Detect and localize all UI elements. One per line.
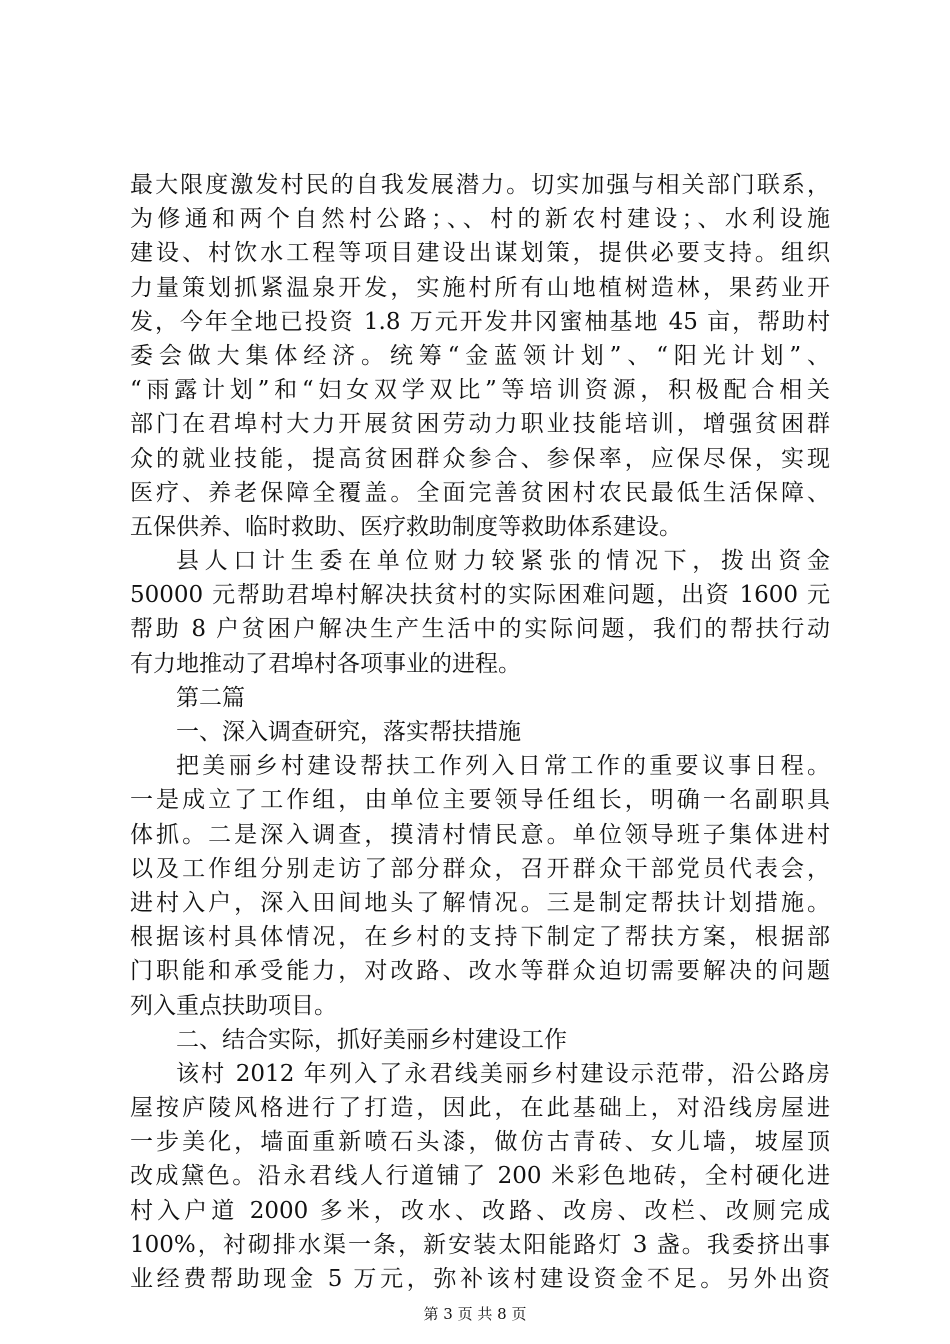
text-line: 100%，衬砌排水渠一条，新安装太阳能路灯 3 盏。我委挤出事 (130, 1231, 830, 1258)
text-line: 村入户道 2000 多米，改水、改路、改房、改栏、改厕完成 (130, 1197, 830, 1224)
text-line: 门职能和承受能力，对改路、改水等群众迫切需要解决的问题 (130, 958, 830, 985)
document-body (130, 168, 830, 1296)
text-line: 一是成立了工作组，由单位主要领导任组长，明确一名副职具 (130, 787, 830, 814)
text-line: 50000 元帮助君埠村解决扶贫村的实际困难问题，出资 1600 元 (130, 582, 830, 609)
text-line: 业经费帮助现金 5 万元，弥补该村建设资金不足。另外出资 (130, 1266, 830, 1292)
text-line: 体抓。二是深入调查，摸清村情民意。单位领导班子集体进村 (130, 821, 830, 848)
subsection-heading: 二、结合实际，抓好美丽乡村建设工作 (176, 1026, 567, 1053)
text-line: 部门在君埠村大力开展贫困劳动力职业技能培训，增强贫困群 (130, 411, 830, 438)
text-line: 列入重点扶助项目。 (130, 992, 337, 1019)
text-line: 该村 2012 年列入了永君线美丽乡村建设示范带，沿公路房 (176, 1060, 830, 1087)
text-line: 一步美化，墙面重新喷石头漆，做仿古青砖、女儿墙，坡屋顶 (130, 1129, 830, 1156)
text-line: 为修通和两个自然村公路；、、村的新农村建设；、水利设施 (130, 206, 830, 233)
section-heading: 第二篇 (176, 684, 245, 711)
text-line: “雨露计划”和“妇女双学双比”等培训资源，积极配合相关 (130, 377, 830, 404)
text-line: 众的就业技能，提高贫困群众参合、参保率，应保尽保，实现 (130, 445, 830, 472)
text-line: 把美丽乡村建设帮扶工作列入日常工作的重要议事日程。 (176, 753, 830, 780)
text-line: 发，今年全地已投资 1.8 万元开发井冈蜜柚基地 45 亩，帮助村 (130, 308, 830, 335)
text-line: 进村入户，深入田间地头了解情况。三是制定帮扶计划措施。 (130, 889, 830, 916)
text-line: 改成黛色。沿永君线人行道铺了 200 米彩色地砖，全村硬化进 (130, 1163, 830, 1190)
subsection-heading: 一、深入调查研究，落实帮扶措施 (176, 719, 521, 745)
page-footer: 第 3 页 共 8 页 (423, 1305, 527, 1323)
text-line: 以及工作组分别走访了部分群众，召开群众干部党员代表会， (130, 855, 830, 882)
text-line: 医疗、养老保障全覆盖。全面完善贫困村农民最低生活保障、 (130, 479, 830, 506)
text-line: 委会做大集体经济。统筹“金蓝领计划”、“阳光计划”、 (130, 342, 830, 369)
text-line: 力量策划抓紧温泉开发，实施村所有山地植树造林，果药业开 (130, 274, 830, 301)
text-line: 最大限度激发村民的自我发展潜力。切实加强与相关部门联系， (130, 172, 830, 198)
text-line: 五保供养、临时救助、医疗救助制度等救助体系建设。 (130, 513, 682, 540)
text-line: 县人口计生委在单位财力较紧张的情况下，拨出资金 (176, 548, 830, 575)
text-line: 帮助 8 户贫困户解决生产生活中的实际问题，我们的帮扶行动 (130, 616, 830, 643)
text-line: 建设、村饮水工程等项目建设出谋划策，提供必要支持。组织 (130, 240, 830, 267)
text-line: 根据该村具体情况，在乡村的支持下制定了帮扶方案，根据部 (130, 924, 830, 951)
text-line: 屋按庐陵风格进行了打造，因此，在此基础上，对沿线房屋进 (130, 1095, 830, 1122)
text-line: 有力地推动了君埠村各项事业的进程。 (130, 650, 521, 677)
